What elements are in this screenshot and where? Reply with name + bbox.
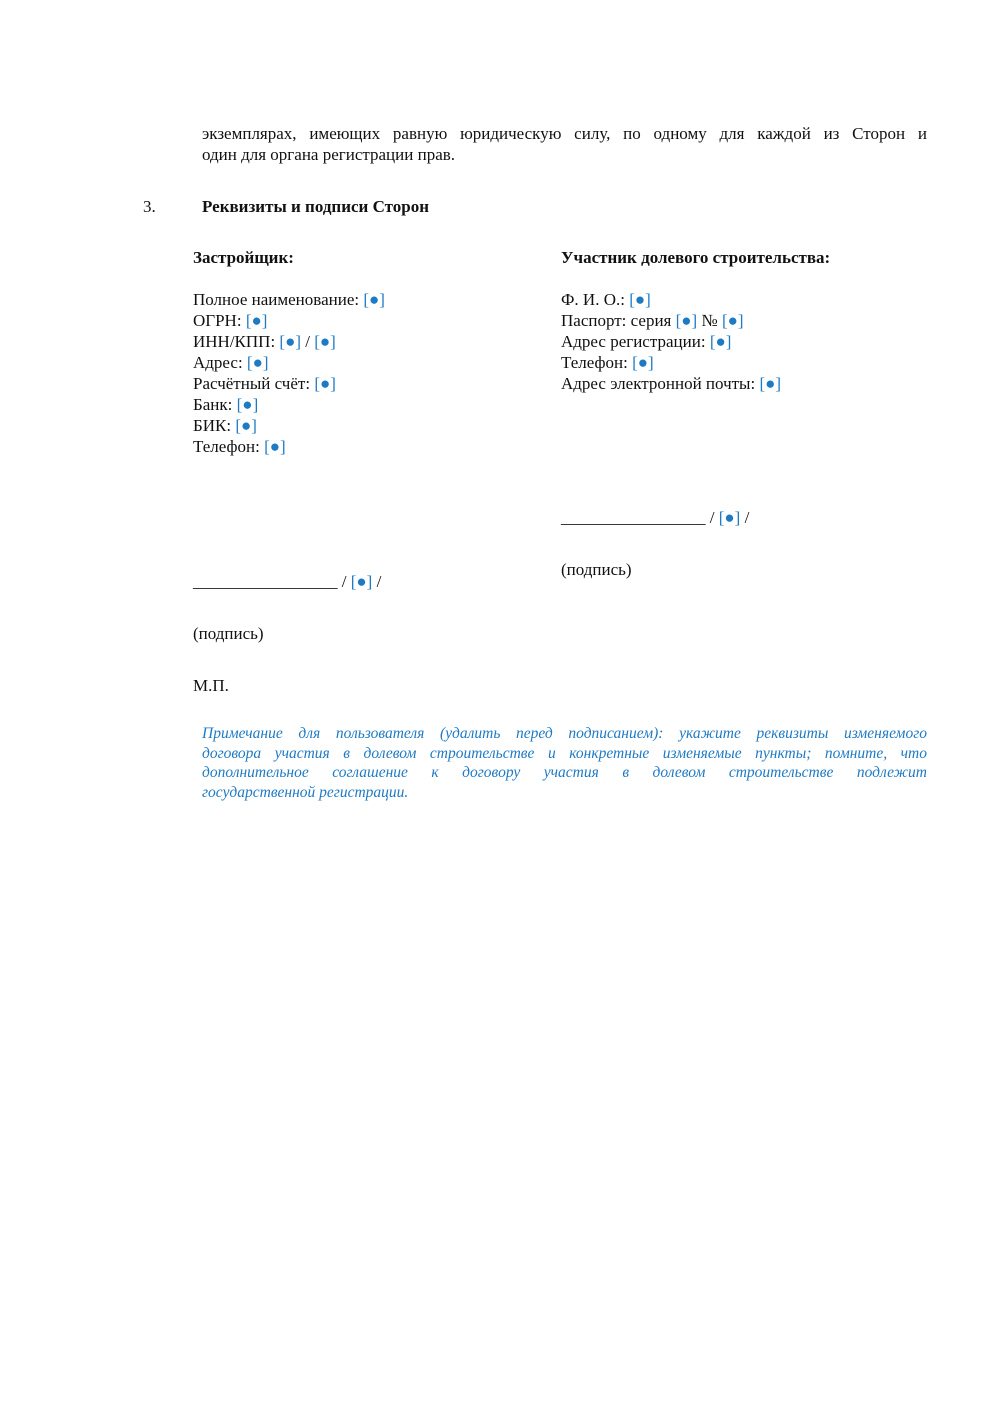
developer-heading: Застройщик: bbox=[193, 248, 294, 267]
placeholder-field[interactable]: [●] bbox=[279, 332, 302, 351]
field-label: Паспорт: серия bbox=[561, 311, 672, 330]
field-label: Банк: bbox=[193, 395, 233, 414]
developer-details bbox=[193, 289, 385, 457]
placeholder-field[interactable]: [●] bbox=[264, 437, 286, 456]
placeholder-field[interactable]: [●] bbox=[314, 374, 336, 393]
signature-underline: _________________ / bbox=[561, 508, 715, 527]
participant-phone bbox=[561, 352, 781, 373]
placeholder-field[interactable]: [●] bbox=[718, 508, 741, 527]
placeholder-field[interactable]: [●] bbox=[632, 353, 654, 372]
user-note bbox=[202, 724, 927, 802]
intro-line-2: один для органа регистрации прав. bbox=[202, 145, 456, 164]
participant-details bbox=[561, 289, 781, 394]
note-line: договора участия в долевом строительстве и конкретные изменяемые пункты; помните, что bbox=[202, 744, 927, 762]
field-label: Телефон: bbox=[561, 353, 628, 372]
separator: / bbox=[301, 332, 315, 351]
developer-signature-line bbox=[193, 571, 381, 592]
intro-line-1: экземплярах, имеющих равную юридическую силу, по одному для каждой из Сторон и bbox=[202, 124, 927, 143]
field-label: Адрес электронной почты: bbox=[561, 374, 756, 393]
placeholder-field[interactable]: [●] bbox=[709, 332, 732, 351]
developer-phone bbox=[193, 436, 385, 457]
developer-address bbox=[193, 352, 385, 373]
participant-registration-address bbox=[561, 331, 781, 352]
field-label: ОГРН: bbox=[193, 311, 242, 330]
participant-email bbox=[561, 373, 781, 394]
field-label: Полное наименование: bbox=[193, 290, 360, 309]
note-line: дополнительное соглашение к договору участия в долевом строительстве подлежит bbox=[202, 764, 927, 782]
placeholder-field[interactable]: [●] bbox=[721, 311, 744, 330]
section-title: Реквизиты и подписи Сторон bbox=[202, 197, 430, 216]
placeholder-field[interactable]: [●] bbox=[675, 311, 698, 330]
section-number: 3. bbox=[143, 197, 156, 216]
field-label: ИНН/КПП: bbox=[193, 332, 276, 351]
placeholder-field[interactable]: [●] bbox=[314, 332, 336, 351]
placeholder-field[interactable]: [●] bbox=[236, 395, 259, 414]
intro-paragraph bbox=[202, 123, 927, 165]
note-line: Примечание для пользователя (удалить перед подписанием): укажите реквизиты изменяемого bbox=[202, 725, 927, 742]
participant-signature-line bbox=[561, 507, 749, 528]
developer-ogrn bbox=[193, 310, 385, 331]
participant-heading: Участник долевого строительства: bbox=[561, 248, 831, 267]
signature-end: / bbox=[740, 508, 750, 527]
field-label: Расчётный счёт: bbox=[193, 374, 311, 393]
developer-account bbox=[193, 373, 385, 394]
placeholder-field[interactable]: [●] bbox=[759, 374, 782, 393]
participant-full-name bbox=[561, 289, 781, 310]
field-label: Адрес: bbox=[193, 353, 243, 372]
participant-signature-label: (подпись) bbox=[561, 560, 632, 579]
developer-bik bbox=[193, 415, 385, 436]
placeholder-field[interactable]: [●] bbox=[350, 572, 373, 591]
placeholder-field[interactable]: [●] bbox=[363, 290, 385, 309]
field-label: Ф. И. О.: bbox=[561, 290, 625, 309]
seal-label: М.П. bbox=[193, 676, 229, 695]
placeholder-field[interactable]: [●] bbox=[245, 311, 268, 330]
signature-end: / bbox=[372, 572, 382, 591]
field-label: БИК: bbox=[193, 416, 232, 435]
developer-inn-kpp bbox=[193, 331, 385, 352]
developer-bank bbox=[193, 394, 385, 415]
developer-full-name bbox=[193, 289, 385, 310]
field-label: Телефон: bbox=[193, 437, 260, 456]
participant-passport bbox=[561, 310, 781, 331]
placeholder-field[interactable]: [●] bbox=[235, 416, 257, 435]
placeholder-field[interactable]: [●] bbox=[629, 290, 651, 309]
developer-signature-label: (подпись) bbox=[193, 624, 264, 643]
signature-underline: _________________ / bbox=[193, 572, 347, 591]
number-sign: № bbox=[697, 311, 722, 330]
field-label: Адрес регистрации: bbox=[561, 332, 706, 351]
placeholder-field[interactable]: [●] bbox=[246, 353, 269, 372]
note-line: государственной регистрации. bbox=[202, 783, 409, 801]
